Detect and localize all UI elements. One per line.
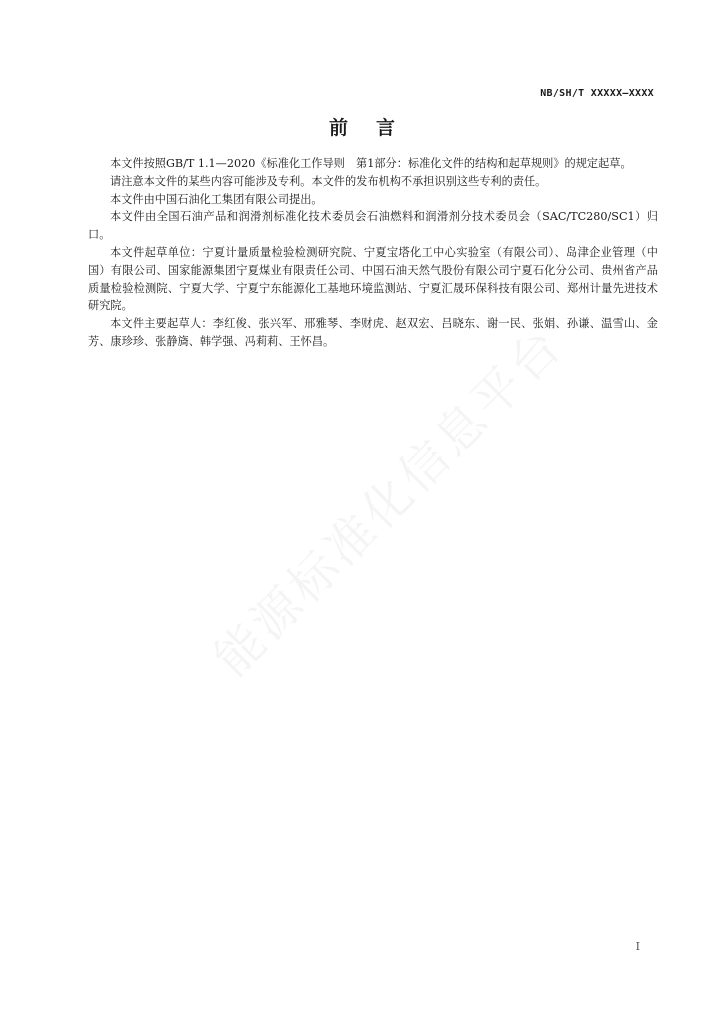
document-code: NB/SH/T XXXXX—XXXX (540, 88, 654, 99)
foreword-body (88, 155, 658, 351)
paragraph-drafting-rules: 本文件按照GB/T 1.1—2020《标准化工作导则 第1部分：标准化文件的结构和起草规则》的规定起草。 (110, 157, 632, 170)
watermark (196, 309, 576, 689)
paragraph-patent-notice: 请注意本文件的某些内容可能涉及专利。本文件的发布机构不承担识别这些专利的责任。 (110, 174, 547, 188)
paragraph-committee: 本文件由全国石油产品和润滑剂标准化技术委员会石油燃料和润滑剂分技术委员会（SAC/TC280/SC1）归口。 (88, 210, 658, 242)
paragraph-drafters: 本文件主要起草人：李红俊、张兴军、邢雅琴、李财虎、赵双宏、吕晓东、谢一民、张娟、孙谦、温雪山、金芳、康珍珍、张静旖、韩学强、冯莉莉、王怀昌。 (88, 317, 658, 348)
page-number: I (635, 940, 640, 953)
paragraph-proposer: 本文件由中国石油化工集团有限公司提出。 (110, 192, 323, 206)
paragraph-drafting-units: 本文件起草单位：宁夏计量质量检验检测研究院、宁夏宝塔化工中心实验室（有限公司）、岛津企业管理（中国）有限公司、国家能源集团宁夏煤业有限责任公司、中国石油天然气股份有限公司宁夏石化分公司、贵州省产品质量检验检测院、宁夏大学、宁夏宁东能源化工基地环境监测站、宁夏汇晟环保科技有限公司、郑州计量先进技术研究院。 (88, 245, 658, 313)
page-title: 前言 (328, 117, 423, 139)
